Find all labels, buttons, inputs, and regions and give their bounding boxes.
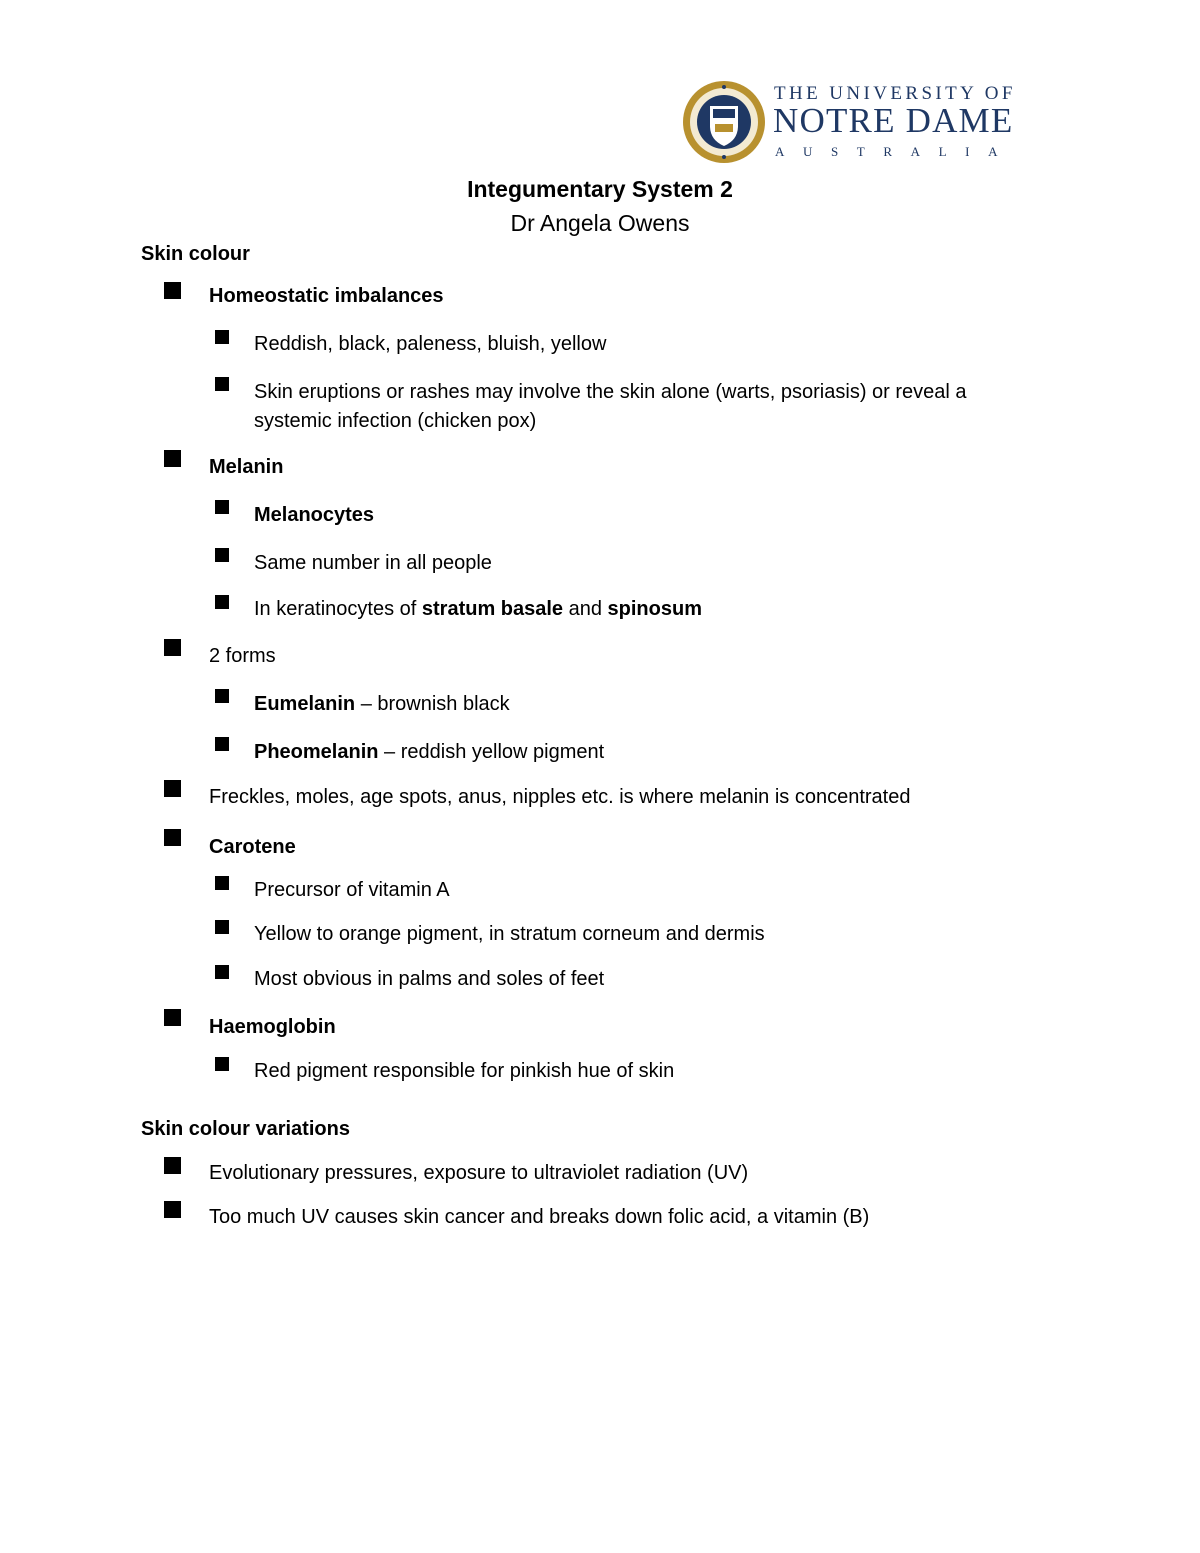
bullet-square-icon — [164, 282, 181, 299]
list-item-vitamin-a: Precursor of vitamin A — [254, 879, 450, 901]
keratinocytes-text-and: and — [563, 598, 608, 620]
list-item-two-forms: 2 forms — [209, 645, 276, 667]
list-item-freckles: Freckles, moles, age spots, anus, nipples etc. is where melanin is concentrated — [209, 786, 911, 808]
bullet-square-icon — [215, 330, 229, 344]
list-item-skin-eruptions: Skin eruptions or rashes may involve the skin alone (warts, psoriasis) or reveal a systemic infection (chicken pox) — [254, 381, 967, 432]
bullet-square-icon — [215, 965, 229, 979]
university-logo — [682, 80, 1017, 164]
list-item-melanocytes: Melanocytes — [254, 504, 375, 526]
bullet-square-icon — [164, 829, 181, 846]
bullet-square-icon — [215, 377, 229, 391]
bullet-square-icon — [164, 450, 181, 467]
bullet-square-icon — [164, 780, 181, 797]
keratinocytes-spinosum: spinosum — [607, 598, 702, 620]
university-seal-icon — [682, 80, 766, 164]
logo-line-university-of: THE UNIVERSITY OF — [774, 83, 1016, 104]
bullet-square-icon — [164, 1009, 181, 1026]
bullet-square-icon — [215, 689, 229, 703]
bullet-square-icon — [215, 1057, 229, 1071]
bullet-square-icon — [215, 548, 229, 562]
keratinocytes-stratum-basale: stratum basale — [421, 598, 564, 620]
bullet-square-icon — [215, 500, 229, 514]
bullet-square-icon — [215, 920, 229, 934]
bullet-square-icon — [164, 1201, 181, 1218]
bullet-square-icon — [215, 595, 229, 609]
list-item-same-number: Same number in all people — [254, 552, 492, 574]
document-title: Integumentary System 2 — [467, 176, 733, 202]
list-item-haemoglobin: Haemoglobin — [209, 1016, 336, 1038]
list-item-pheomelanin — [254, 741, 604, 764]
list-item-evolutionary: Evolutionary pressures, exposure to ultraviolet radiation (UV) — [209, 1162, 749, 1184]
bullet-square-icon — [164, 1157, 181, 1174]
eumelanin-description: – brownish black — [355, 693, 510, 715]
bullet-square-icon — [164, 639, 181, 656]
list-item-yellow-orange: Yellow to orange pigment, in stratum corneum and dermis — [254, 923, 765, 945]
bullet-square-icon — [215, 876, 229, 890]
list-item-palms-soles: Most obvious in palms and soles of feet — [254, 968, 605, 990]
pheomelanin-description: – reddish yellow pigment — [378, 741, 605, 763]
section-heading-skin-colour: Skin colour — [141, 243, 250, 265]
list-item-eumelanin — [254, 693, 510, 716]
bullet-square-icon — [215, 737, 229, 751]
list-item-carotene: Carotene — [209, 836, 296, 858]
list-item-homeostatic: Homeostatic imbalances — [209, 285, 444, 307]
list-item-homeostatic-colours: Reddish, black, paleness, bluish, yellow — [254, 333, 607, 355]
pheomelanin-term: Pheomelanin — [254, 741, 379, 763]
keratinocytes-text-start: In keratinocytes of — [254, 598, 422, 620]
logo-line-australia: AUSTRALIA — [775, 144, 1017, 159]
eumelanin-term: Eumelanin — [254, 693, 356, 715]
section-heading-skin-colour-variations: Skin colour variations — [141, 1118, 350, 1140]
list-item-red-pigment: Red pigment responsible for pinkish hue of skin — [254, 1060, 675, 1082]
logo-line-notre-dame: NOTRE DAME — [773, 101, 1014, 140]
document-author: Dr Angela Owens — [510, 210, 690, 236]
list-item-keratinocytes — [254, 598, 702, 621]
list-item-too-much-uv: Too much UV causes skin cancer and breaks down folic acid, a vitamin (B) — [209, 1206, 870, 1228]
list-item-melanin: Melanin — [209, 456, 284, 478]
